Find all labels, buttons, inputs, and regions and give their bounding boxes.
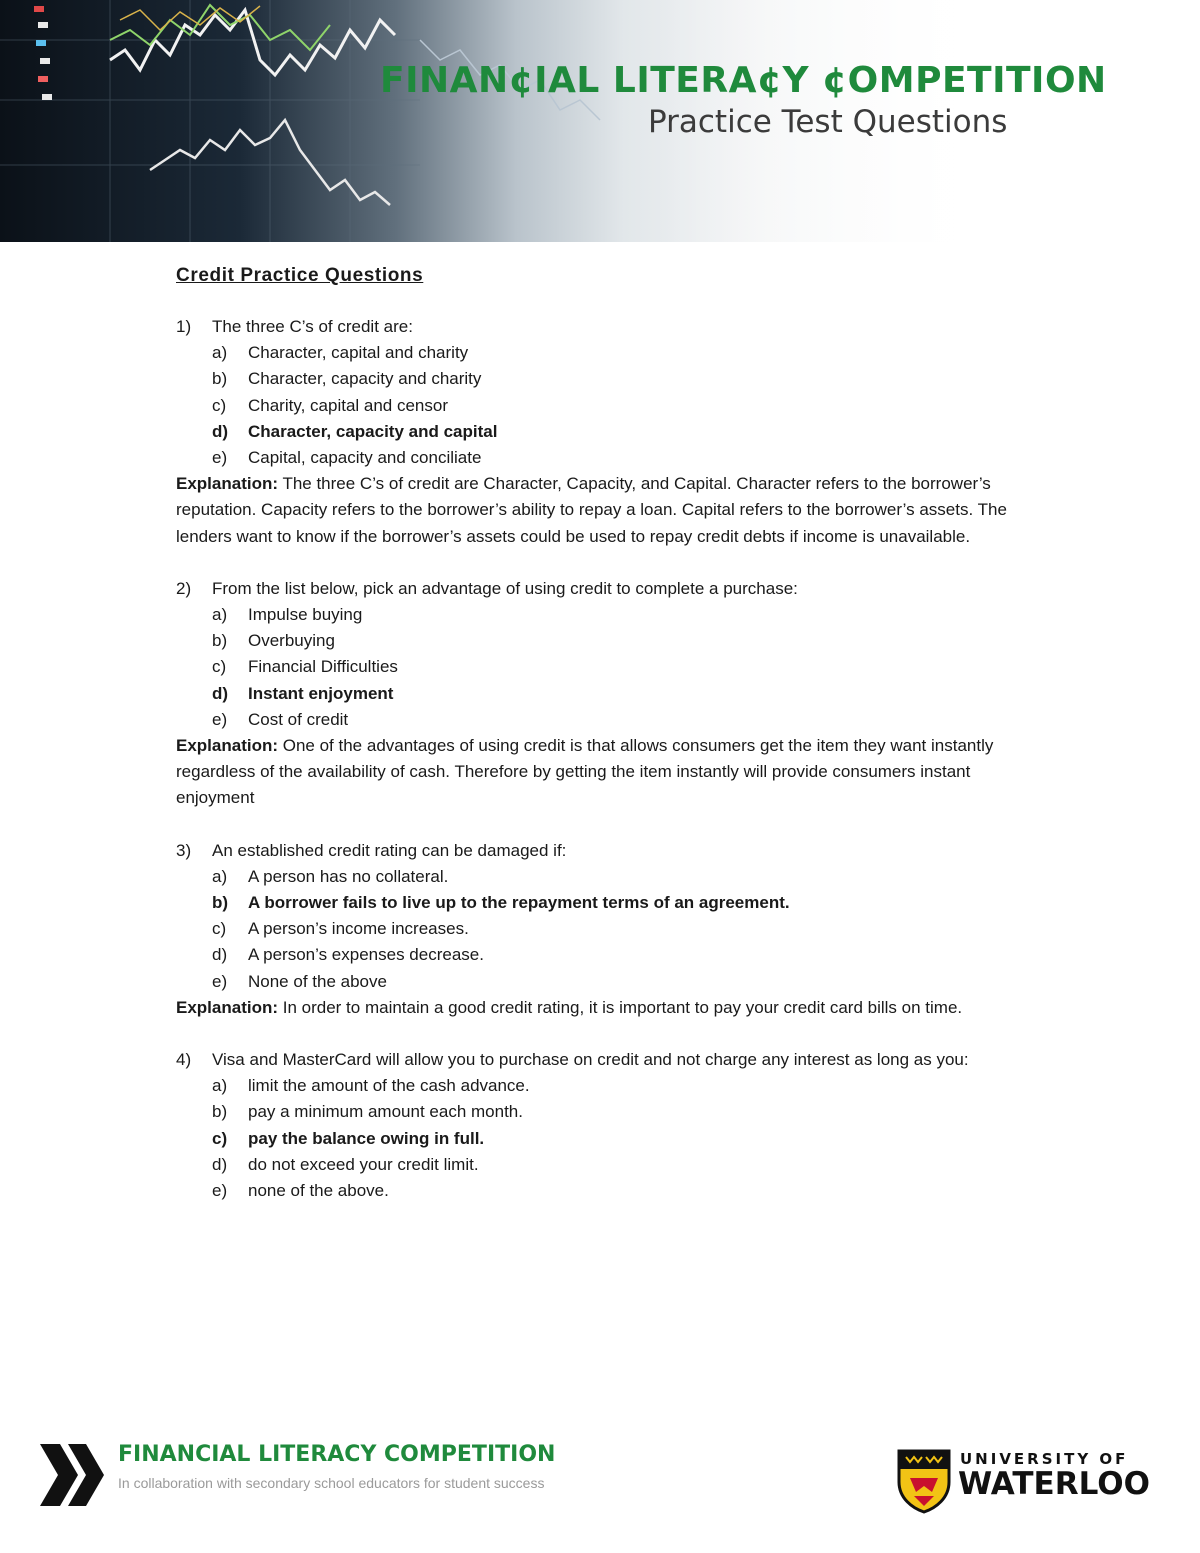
answer-option-e bbox=[176, 445, 1036, 471]
university-name-line2: WATERLOO bbox=[958, 1466, 1150, 1502]
answer-options bbox=[176, 864, 1036, 995]
option-letter: a) bbox=[212, 866, 228, 886]
answer-option-b bbox=[176, 366, 1036, 392]
answer-option-a bbox=[176, 602, 1036, 628]
question-4 bbox=[176, 1047, 1036, 1204]
question-number: 3) bbox=[176, 840, 192, 860]
option-letter: c) bbox=[212, 1128, 228, 1148]
explanation-label: Explanation: bbox=[176, 997, 279, 1017]
option-text: limit the amount of the cash advance. bbox=[248, 1076, 530, 1096]
answer-option-b bbox=[176, 628, 1036, 654]
document-body bbox=[176, 262, 1036, 1230]
option-text: Charity, capital and censor bbox=[248, 395, 449, 415]
explanation-text: In order to maintain a good credit rating, it is important to pay your credit card bills on time. bbox=[282, 997, 963, 1017]
option-text: A person’s expenses decrease. bbox=[248, 945, 484, 965]
option-text: A person has no collateral. bbox=[248, 866, 449, 886]
answer-option-b bbox=[176, 1099, 1036, 1125]
question-text: An established credit rating can be damaged if: bbox=[212, 840, 567, 860]
answer-options bbox=[176, 1073, 1036, 1204]
question-2 bbox=[176, 576, 1036, 812]
answer-option-c bbox=[176, 654, 1036, 680]
explanation-label: Explanation: bbox=[176, 474, 279, 494]
option-text: Impulse buying bbox=[248, 605, 363, 625]
option-letter: a) bbox=[212, 605, 228, 625]
explanation-text: One of the advantages of using credit is that allows consumers get the item they want instantly regardless of the availability of cash. Therefore by getting the item instantly will provide consumers instant enjoyment bbox=[176, 736, 994, 808]
answer-option-e bbox=[176, 707, 1036, 733]
answer-options bbox=[176, 340, 1036, 471]
option-letter: b) bbox=[212, 631, 228, 651]
question-number: 4) bbox=[176, 1050, 192, 1070]
option-letter: d) bbox=[212, 421, 229, 441]
option-text: Instant enjoyment bbox=[248, 683, 394, 703]
option-letter: e) bbox=[212, 448, 228, 468]
option-text: pay the balance owing in full. bbox=[248, 1128, 485, 1148]
question-text: The three C’s of credit are: bbox=[212, 317, 413, 336]
option-text: A borrower fails to live up to the repayment terms of an agreement. bbox=[248, 893, 790, 913]
option-letter: c) bbox=[212, 919, 227, 939]
option-letter: b) bbox=[212, 369, 228, 389]
option-text: Cost of credit bbox=[248, 709, 349, 729]
banner-subtitle: Practice Test Questions bbox=[648, 104, 1008, 140]
footer-title: FINANCIAL LITERACY COMPETITION bbox=[118, 1442, 556, 1467]
option-letter: e) bbox=[212, 709, 228, 729]
explanation-text: The three C’s of credit are Character, Capacity, and Capital. Character refers to the borrower’s reputation. Capacity refers to the borrower’s ability to repay a loan. Capital refers to the borrower’s assets. The lenders want to know if the borrower’s assets could be used to repay credit debts if income is unavailable. bbox=[176, 474, 1007, 546]
answer-option-a bbox=[176, 1073, 1036, 1099]
option-letter: e) bbox=[212, 1181, 228, 1201]
document-title: Credit Practice Questions bbox=[176, 265, 424, 286]
option-letter: c) bbox=[212, 395, 227, 415]
option-text: pay a minimum amount each month. bbox=[248, 1102, 523, 1122]
explanation bbox=[176, 471, 1036, 550]
answer-option-e bbox=[176, 969, 1036, 995]
question-stem bbox=[176, 838, 1036, 864]
option-letter: d) bbox=[212, 683, 229, 703]
question-stem bbox=[176, 1047, 1036, 1073]
option-text: Character, capacity and capital bbox=[248, 421, 498, 441]
university-name-line1: UNIVERSITY OF bbox=[960, 1450, 1129, 1468]
header-banner bbox=[0, 0, 1200, 242]
option-text: none of the above. bbox=[248, 1181, 389, 1201]
option-text: Overbuying bbox=[248, 631, 335, 651]
option-letter: e) bbox=[212, 971, 228, 991]
option-text: Capital, capacity and conciliate bbox=[248, 448, 482, 468]
question-text: From the list below, pick an advantage of using credit to complete a purchase: bbox=[212, 578, 798, 598]
option-letter: a) bbox=[212, 343, 228, 363]
answer-option-d bbox=[176, 1152, 1036, 1178]
explanation bbox=[176, 995, 1036, 1021]
option-text: Character, capital and charity bbox=[248, 343, 469, 363]
answer-option-c bbox=[176, 916, 1036, 942]
correct-answer-option-c bbox=[176, 1126, 1036, 1152]
answer-option-c bbox=[176, 393, 1036, 419]
explanation bbox=[176, 733, 1036, 812]
option-letter: b) bbox=[212, 1102, 228, 1122]
option-letter: d) bbox=[212, 1154, 228, 1174]
explanation-label: Explanation: bbox=[176, 736, 279, 756]
correct-answer-option-d bbox=[176, 419, 1036, 445]
correct-answer-option-d bbox=[176, 681, 1036, 707]
question-1 bbox=[176, 314, 1036, 550]
answer-option-a bbox=[176, 864, 1036, 890]
answer-option-d bbox=[176, 942, 1036, 968]
banner-title: FINAN¢IAL LITERA¢Y ¢OMPETITION bbox=[380, 60, 1107, 101]
question-3 bbox=[176, 838, 1036, 1021]
answer-option-e bbox=[176, 1178, 1036, 1204]
option-letter: d) bbox=[212, 945, 228, 965]
option-text: A person’s income increases. bbox=[248, 919, 469, 939]
option-text: Financial Difficulties bbox=[248, 657, 398, 677]
double-chevron-icon bbox=[40, 1444, 106, 1506]
question-number: 1) bbox=[176, 317, 192, 336]
question-stem bbox=[176, 576, 1036, 602]
option-text: Character, capacity and charity bbox=[248, 369, 482, 389]
option-letter: c) bbox=[212, 657, 227, 677]
answer-option-a bbox=[176, 340, 1036, 366]
question-number: 2) bbox=[176, 578, 192, 598]
option-letter: a) bbox=[212, 1076, 228, 1096]
correct-answer-option-b bbox=[176, 890, 1036, 916]
answer-options bbox=[176, 602, 1036, 733]
option-text: do not exceed your credit limit. bbox=[248, 1154, 479, 1174]
waterloo-crest-icon bbox=[896, 1448, 952, 1514]
option-text: None of the above bbox=[248, 971, 387, 991]
question-text: Visa and MasterCard will allow you to purchase on credit and not charge any interest as long as you: bbox=[212, 1050, 969, 1070]
footer-tagline: In collaboration with secondary school educators for student success bbox=[118, 1475, 545, 1491]
question-stem bbox=[176, 314, 1036, 340]
option-letter: b) bbox=[212, 893, 229, 913]
